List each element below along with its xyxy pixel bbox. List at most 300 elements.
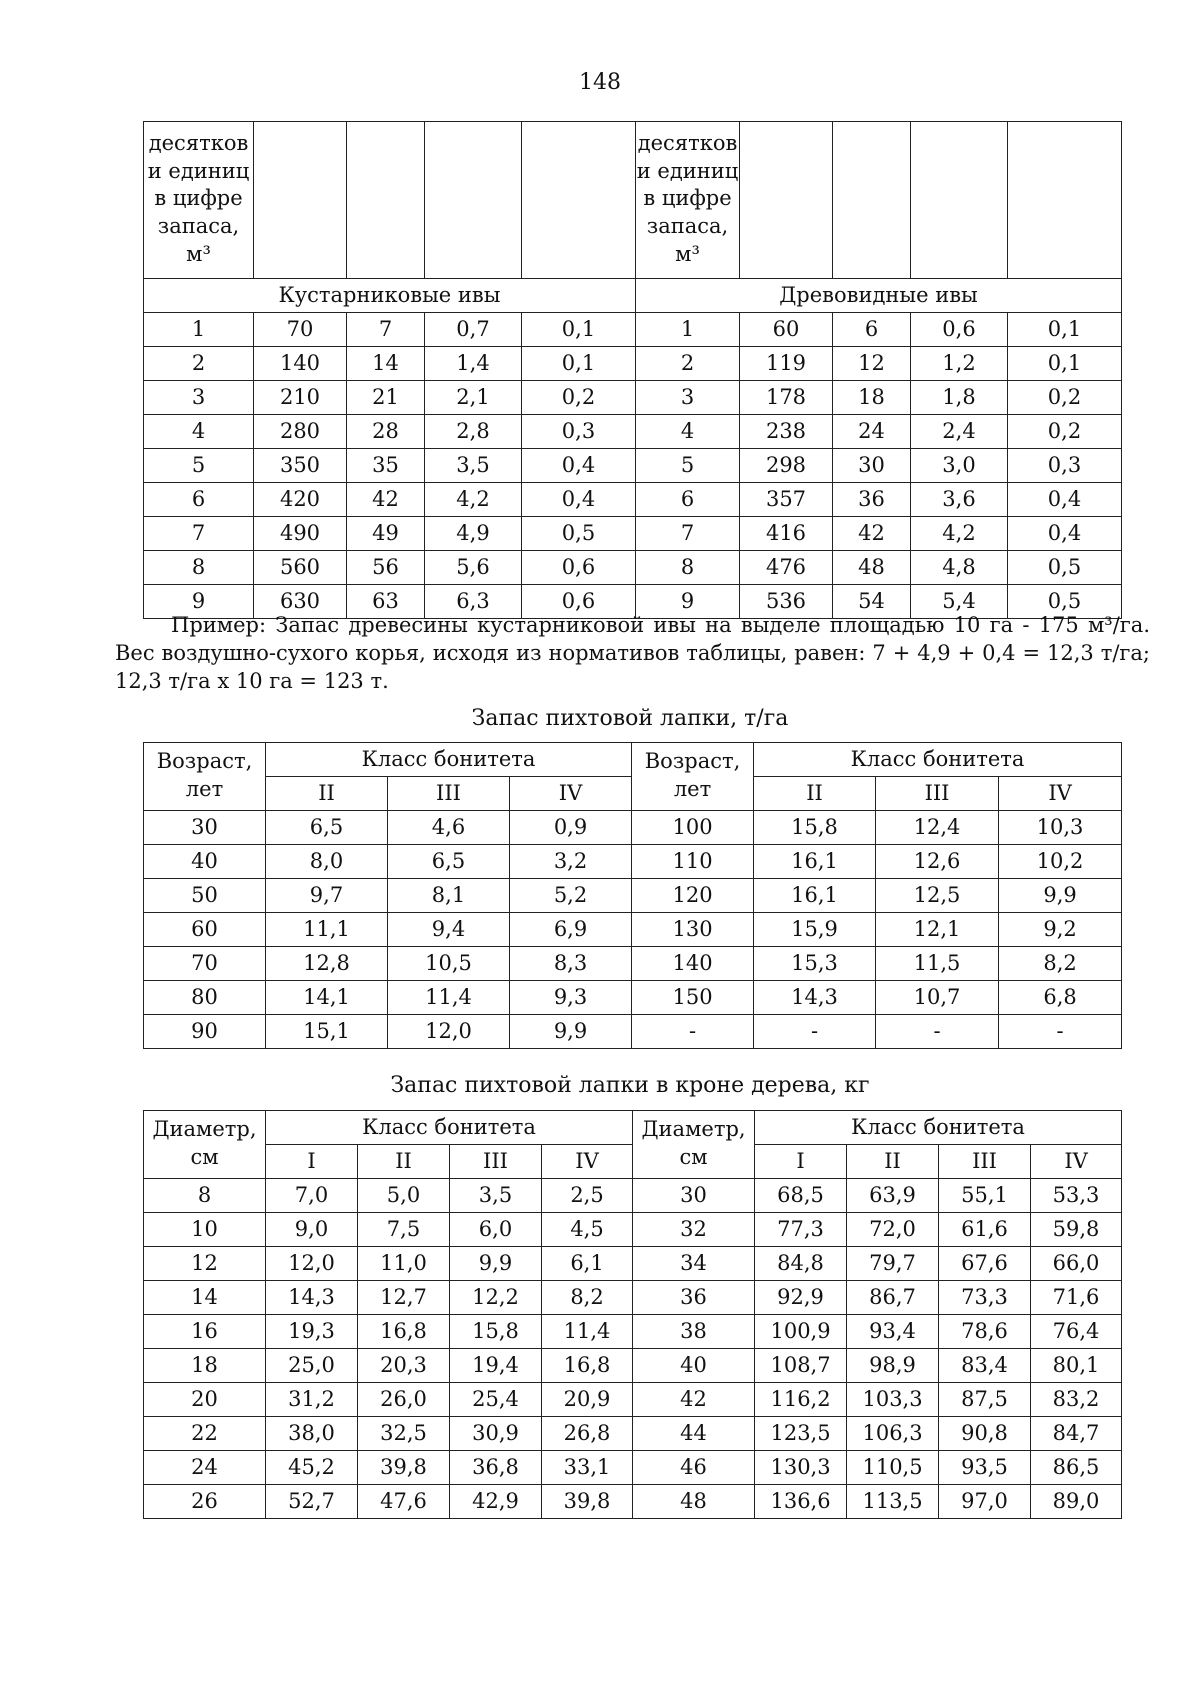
fir-row [144,981,1122,1015]
table-cell: 45,2 [266,1451,358,1485]
table-cell: 14,3 [754,981,876,1015]
table-cell: 5,2 [510,879,632,913]
table-cell: 9,7 [266,879,388,913]
table-cell: 420 [254,483,347,517]
class-label: IV [510,777,632,811]
table-cell: 63,9 [847,1179,939,1213]
table-cell: - [632,1015,754,1049]
crown-row [144,1315,1122,1349]
willow-row [144,313,1122,347]
crown-row [144,1383,1122,1417]
empty-header-cell [347,122,425,279]
table-cell: 34 [633,1247,755,1281]
table-cell: 6,3 [425,585,522,619]
table-cell: 536 [740,585,833,619]
table-cell: 3 [144,381,254,415]
table-cell: 119 [740,347,833,381]
table-cell: 38,0 [266,1417,358,1451]
table-cell: 25,4 [450,1383,542,1417]
table-cell: 4,8 [911,551,1008,585]
table-cell: 0,4 [522,449,636,483]
willow-row [144,551,1122,585]
class-label: IV [1031,1145,1122,1179]
table-cell: 416 [740,517,833,551]
table-cell: 21 [347,381,425,415]
table-cell: 12,5 [876,879,999,913]
crown-row [144,1349,1122,1383]
table-cell: 59,8 [1031,1213,1122,1247]
willow-section-row [144,279,1122,313]
class-label: II [847,1145,939,1179]
fir-row [144,845,1122,879]
right-digit-header: десятков и единиц в цифре запаса, м³ [636,122,740,279]
table-cell: 1,2 [911,347,1008,381]
class-header-left: Класс бонитета [266,1111,633,1145]
table-cell: 4,2 [911,517,1008,551]
table-cell: 53,3 [1031,1179,1122,1213]
table-cell: 0,4 [1008,517,1122,551]
table-cell: 8,2 [999,947,1122,981]
table-cell: 2,1 [425,381,522,415]
willow-row [144,483,1122,517]
willow-header-row [144,122,1122,279]
table-cell: 47,6 [358,1485,450,1519]
table-cell: 1 [636,313,740,347]
table-cell: 9 [144,585,254,619]
table-cell: 42 [833,517,911,551]
table-cell: 110 [632,845,754,879]
crown-row [144,1179,1122,1213]
table-cell: 3,6 [911,483,1008,517]
table-cell: - [754,1015,876,1049]
table-cell: 8 [144,1179,266,1213]
tree-willow-section: Древовидные ивы [636,279,1122,313]
table-cell: 2,5 [542,1179,633,1213]
table-cell: 9,4 [388,913,510,947]
table-cell: 12,6 [876,845,999,879]
table-cell: 2,4 [911,415,1008,449]
fir-row [144,1015,1122,1049]
crown-header-row-1 [144,1111,1122,1145]
table-cell: 130 [632,913,754,947]
table-cell: 98,9 [847,1349,939,1383]
table-cell: 60 [740,313,833,347]
table-cell: 9,0 [266,1213,358,1247]
table-cell: 140 [254,347,347,381]
table-cell: 20,9 [542,1383,633,1417]
table-cell: 56 [347,551,425,585]
table-cell: 28 [347,415,425,449]
table-cell: 26,0 [358,1383,450,1417]
table-cell: 44 [633,1417,755,1451]
table-cell: 36,8 [450,1451,542,1485]
table-cell: 15,8 [450,1315,542,1349]
table-cell: 15,9 [754,913,876,947]
table-cell: 31,2 [266,1383,358,1417]
age-header-left: Возраст, лет [144,743,266,811]
class-label: I [755,1145,847,1179]
table-cell: 90,8 [939,1417,1031,1451]
diameter-header-left: Диаметр, см [144,1111,266,1179]
table-cell: 0,2 [1008,415,1122,449]
table-cell: 63 [347,585,425,619]
table-cell: 0,6 [522,551,636,585]
class-label: II [754,777,876,811]
table-cell: 26,8 [542,1417,633,1451]
table-cell: 24 [833,415,911,449]
table-cell: 357 [740,483,833,517]
table-cell: 9,9 [999,879,1122,913]
table-cell: 79,7 [847,1247,939,1281]
table-cell: 5,6 [425,551,522,585]
table-cell: 5,4 [911,585,1008,619]
crown-row [144,1213,1122,1247]
table-cell: 350 [254,449,347,483]
table-cell: 16 [144,1315,266,1349]
table-cell: 83,4 [939,1349,1031,1383]
empty-header-cell [740,122,833,279]
table-cell: 67,6 [939,1247,1031,1281]
table-cell: 14,3 [266,1281,358,1315]
table-cell: 73,3 [939,1281,1031,1315]
table-cell: 55,1 [939,1179,1031,1213]
table-cell: 0,1 [1008,347,1122,381]
table-cell: 8 [636,551,740,585]
crown-table-caption: Запас пихтовой лапки в кроне дерева, кг [390,1073,870,1098]
table-cell: 476 [740,551,833,585]
crown-row [144,1281,1122,1315]
table-cell: 48 [833,551,911,585]
table-cell: 9,9 [450,1247,542,1281]
table-cell: 70 [254,313,347,347]
table-cell: 5,0 [358,1179,450,1213]
table-cell: 103,3 [847,1383,939,1417]
table-cell: 8,1 [388,879,510,913]
table-cell: 66,0 [1031,1247,1122,1281]
table-cell: 12 [833,347,911,381]
table-cell: 0,5 [1008,585,1122,619]
class-label: III [939,1145,1031,1179]
table-cell: 0,5 [1008,551,1122,585]
fir-table-caption: Запас пихтовой лапки, т/га [471,706,789,731]
table-cell: 77,3 [755,1213,847,1247]
class-header-right: Класс бонитета [754,743,1122,777]
empty-header-cell [254,122,347,279]
example-text: Пример: Запас древесины кустарниковой ивы на выделе площадью 10 га - 175 м³/га. Вес воздушно-сухого корья, исходя из нормативов таблицы, равен: 7 + 4,9 + 0,4 = 12,3 т/га; 12,3 т/га х 10 га = 123 т. [115,613,1150,693]
table-cell: 2,8 [425,415,522,449]
table-cell: 298 [740,449,833,483]
class-header-left: Класс бонитета [266,743,632,777]
table-cell: 0,2 [1008,381,1122,415]
table-cell: 86,5 [1031,1451,1122,1485]
table-cell: 15,1 [266,1015,388,1049]
table-cell: 16,1 [754,879,876,913]
table-cell: 93,5 [939,1451,1031,1485]
willow-row [144,381,1122,415]
table-cell: 87,5 [939,1383,1031,1417]
class-label: III [450,1145,542,1179]
table-cell: 10,3 [999,811,1122,845]
table-cell: 35 [347,449,425,483]
willow-row [144,347,1122,381]
table-cell: 0,5 [522,517,636,551]
table-cell: 80 [144,981,266,1015]
table-cell: 9 [636,585,740,619]
table-cell: 0,1 [522,347,636,381]
table-cell: - [876,1015,999,1049]
table-cell: 49 [347,517,425,551]
table-cell: 54 [833,585,911,619]
table-cell: 6,8 [999,981,1122,1015]
table-cell: 120 [632,879,754,913]
table-cell: 16,1 [754,845,876,879]
table-cell: 84,8 [755,1247,847,1281]
table-cell: 14,1 [266,981,388,1015]
table-cell: 18 [833,381,911,415]
table-cell: 32,5 [358,1417,450,1451]
table-cell: 42,9 [450,1485,542,1519]
table-cell: 8,3 [510,947,632,981]
table-cell: 12,0 [388,1015,510,1049]
table-cell: 48 [633,1485,755,1519]
fir-row [144,947,1122,981]
table-cell: 1,8 [911,381,1008,415]
table-cell: 3,5 [450,1179,542,1213]
empty-header-cell [911,122,1008,279]
table-cell: 9,2 [999,913,1122,947]
table-cell: 2 [144,347,254,381]
table-cell: 97,0 [939,1485,1031,1519]
table-cell: 25,0 [266,1349,358,1383]
table-cell: 490 [254,517,347,551]
table-cell: 2 [636,347,740,381]
table-cell: 84,7 [1031,1417,1122,1451]
shrub-willow-section: Кустарниковые ивы [144,279,636,313]
crown-row [144,1247,1122,1281]
table-cell: 6 [636,483,740,517]
class-label: I [266,1145,358,1179]
table-cell: 280 [254,415,347,449]
crown-twigs-table [143,1110,1122,1519]
table-cell: 36 [633,1281,755,1315]
table-cell: 11,4 [388,981,510,1015]
table-cell: 83,2 [1031,1383,1122,1417]
table-cell: 5 [636,449,740,483]
table-cell: 90 [144,1015,266,1049]
table-cell: 108,7 [755,1349,847,1383]
table-cell: 136,6 [755,1485,847,1519]
class-label: IV [999,777,1122,811]
crown-row [144,1417,1122,1451]
table-cell: 7 [636,517,740,551]
table-cell: 100 [632,811,754,845]
table-cell: 14 [144,1281,266,1315]
table-cell: 8,0 [266,845,388,879]
table-cell: 6,1 [542,1247,633,1281]
table-cell: 12,2 [450,1281,542,1315]
table-cell: 0,2 [522,381,636,415]
table-cell: 4,5 [542,1213,633,1247]
table-cell: 20 [144,1383,266,1417]
table-cell: 10,7 [876,981,999,1015]
table-cell: 14 [347,347,425,381]
age-header-right: Возраст, лет [632,743,754,811]
class-header-right: Класс бонитета [755,1111,1122,1145]
table-cell: 16,8 [358,1315,450,1349]
empty-header-cell [522,122,636,279]
table-cell: 6 [833,313,911,347]
fir-twigs-table [143,742,1122,1049]
table-cell: 3,2 [510,845,632,879]
table-cell: 42 [347,483,425,517]
left-digit-header: десятков и единиц в цифре запаса, м³ [144,122,254,279]
table-cell: 9,3 [510,981,632,1015]
table-cell: 6 [144,483,254,517]
table-cell: 92,9 [755,1281,847,1315]
table-cell: 6,0 [450,1213,542,1247]
table-cell: 4 [636,415,740,449]
table-cell: 123,5 [755,1417,847,1451]
table-cell: 8,2 [542,1281,633,1315]
table-cell: 110,5 [847,1451,939,1485]
table-cell: 15,3 [754,947,876,981]
fir-header-row-1 [144,743,1122,777]
table-cell: 19,4 [450,1349,542,1383]
table-cell: 3,5 [425,449,522,483]
table-cell: 10,2 [999,845,1122,879]
table-cell: 70 [144,947,266,981]
table-cell: 1 [144,313,254,347]
table-cell: 12,8 [266,947,388,981]
table-cell: 80,1 [1031,1349,1122,1383]
table-cell: 11,0 [358,1247,450,1281]
table-cell: 52,7 [266,1485,358,1519]
table-cell: 93,4 [847,1315,939,1349]
table-cell: 178 [740,381,833,415]
table-cell: 40 [144,845,266,879]
table-cell: 11,1 [266,913,388,947]
table-cell: 630 [254,585,347,619]
table-cell: 0,3 [522,415,636,449]
table-cell: 10,5 [388,947,510,981]
table-cell: 39,8 [542,1485,633,1519]
table-cell: 30 [633,1179,755,1213]
table-cell: 4,6 [388,811,510,845]
table-cell: 72,0 [847,1213,939,1247]
table-cell: 0,1 [522,313,636,347]
table-cell: 116,2 [755,1383,847,1417]
table-cell: 46 [633,1451,755,1485]
table-cell: 12,4 [876,811,999,845]
table-cell: 12,0 [266,1247,358,1281]
table-cell: 0,1 [1008,313,1122,347]
table-cell: 30 [144,811,266,845]
fir-row [144,879,1122,913]
table-cell: 12,1 [876,913,999,947]
table-cell: 0,9 [510,811,632,845]
table-cell: 5 [144,449,254,483]
willow-bark-table [143,121,1122,619]
table-cell: 33,1 [542,1451,633,1485]
table-cell: 210 [254,381,347,415]
class-label: II [266,777,388,811]
table-cell: 36 [833,483,911,517]
table-cell: 150 [632,981,754,1015]
crown-row [144,1451,1122,1485]
table-cell: 106,3 [847,1417,939,1451]
table-cell: 1,4 [425,347,522,381]
table-cell: 130,3 [755,1451,847,1485]
table-cell: 50 [144,879,266,913]
table-cell: 238 [740,415,833,449]
empty-header-cell [425,122,522,279]
table-cell: 113,5 [847,1485,939,1519]
table-cell: 7 [347,313,425,347]
table-cell: 78,6 [939,1315,1031,1349]
empty-header-cell [833,122,911,279]
table-cell: 76,4 [1031,1315,1122,1349]
table-cell: 9,9 [510,1015,632,1049]
table-cell: 12,7 [358,1281,450,1315]
class-label: II [358,1145,450,1179]
table-cell: 20,3 [358,1349,450,1383]
table-cell: 7,5 [358,1213,450,1247]
table-cell: 100,9 [755,1315,847,1349]
class-label: III [876,777,999,811]
page-number: 148 [579,70,621,95]
table-cell: 560 [254,551,347,585]
table-cell: 16,8 [542,1349,633,1383]
table-cell: 6,9 [510,913,632,947]
diameter-header-right: Диаметр, см [633,1111,755,1179]
table-cell: 6,5 [266,811,388,845]
table-cell: 61,6 [939,1213,1031,1247]
table-cell: - [999,1015,1122,1049]
table-cell: 10 [144,1213,266,1247]
table-cell: 19,3 [266,1315,358,1349]
table-cell: 0,4 [522,483,636,517]
table-cell: 89,0 [1031,1485,1122,1519]
table-cell: 15,8 [754,811,876,845]
table-cell: 30 [833,449,911,483]
table-cell: 4,2 [425,483,522,517]
table-cell: 12 [144,1247,266,1281]
table-cell: 86,7 [847,1281,939,1315]
table-cell: 26 [144,1485,266,1519]
crown-row [144,1485,1122,1519]
table-cell: 32 [633,1213,755,1247]
table-cell: 38 [633,1315,755,1349]
table-cell: 0,6 [911,313,1008,347]
table-cell: 3 [636,381,740,415]
table-cell: 24 [144,1451,266,1485]
table-cell: 68,5 [755,1179,847,1213]
table-cell: 0,4 [1008,483,1122,517]
table-cell: 140 [632,947,754,981]
class-label: III [388,777,510,811]
table-cell: 0,7 [425,313,522,347]
table-cell: 7 [144,517,254,551]
table-cell: 71,6 [1031,1281,1122,1315]
example-paragraph [115,611,1150,695]
table-cell: 11,5 [876,947,999,981]
fir-row [144,811,1122,845]
table-cell: 39,8 [358,1451,450,1485]
table-cell: 11,4 [542,1315,633,1349]
table-cell: 40 [633,1349,755,1383]
willow-row [144,517,1122,551]
table-cell: 8 [144,551,254,585]
